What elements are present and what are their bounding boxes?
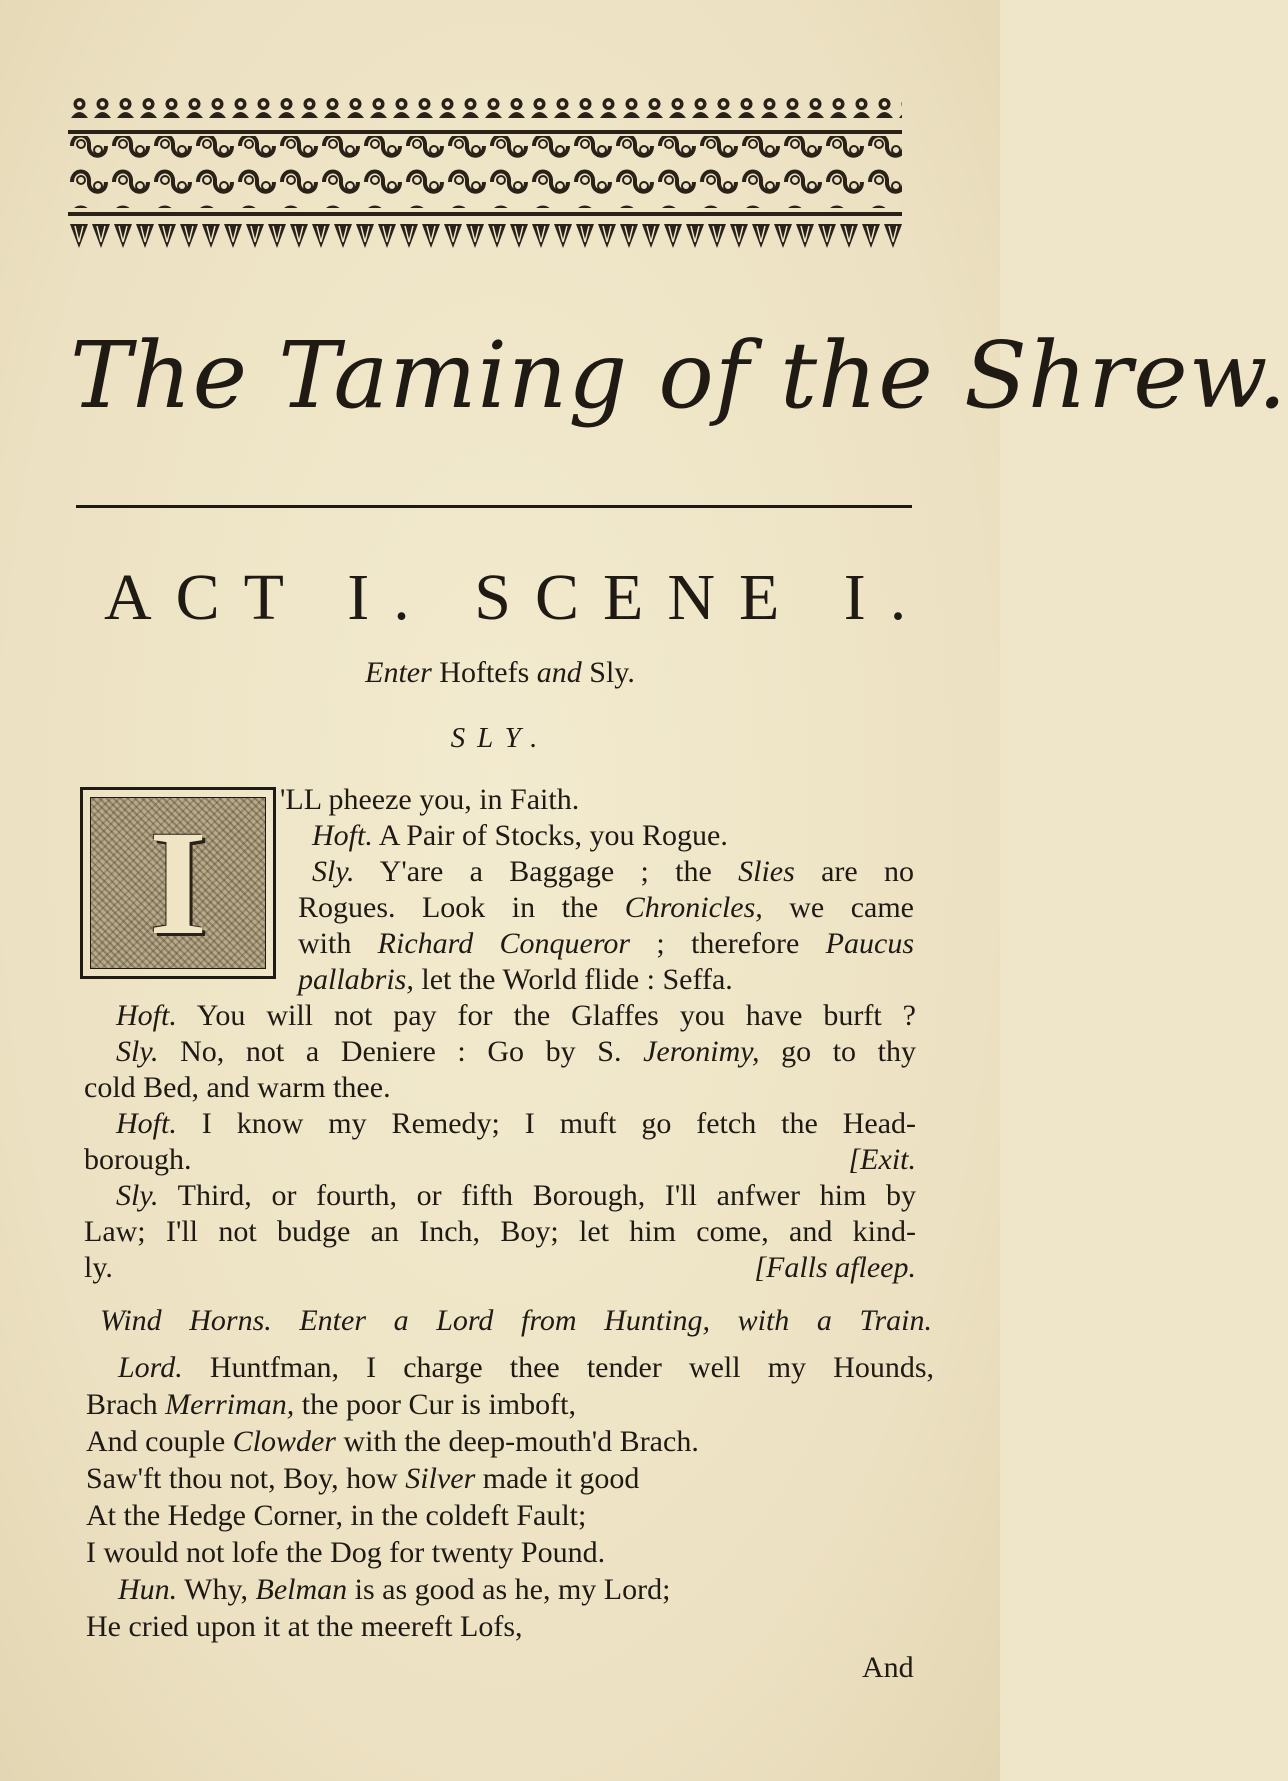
text-line: I would not lofe the Dog for twenty Pound.	[86, 1536, 606, 1569]
title-rule	[76, 505, 912, 508]
text-line: Saw'ft thou not, Boy, how Silver made it good	[86, 1462, 640, 1495]
text-line: cold Bed, and warm thee.	[84, 1071, 391, 1104]
ornamental-headpiece	[68, 92, 902, 260]
text-line: Sly. Third, or fourth, or fifth Borough, I'll anfwer him by	[116, 1179, 916, 1212]
speaker-heading: SLY.	[450, 722, 550, 754]
catchword: And	[862, 1651, 914, 1684]
text-line: Lord. Huntfman, I charge thee tender well my Hounds,	[118, 1351, 934, 1384]
drop-cap-letter: I	[148, 800, 208, 966]
text-line: Law; I'll not budge an Inch, Boy; let him come, and kind-	[84, 1215, 916, 1248]
text-line: Sly. Y'are a Baggage ; the Slies are no	[312, 855, 914, 888]
text-line: Rogues. Look in the Chronicles, we came	[298, 891, 915, 924]
stage-direction-horns: Wind Horns. Enter a Lord from Hunting, with a Train.	[100, 1304, 932, 1337]
text-line: Hoft. A Pair of Stocks, you Rogue.	[312, 819, 728, 852]
text-line: Hoft. I know my Remedy; I muft go fetch the Head-	[116, 1107, 916, 1140]
sly-name: Sly.	[589, 656, 635, 689]
enter-word: Enter	[365, 656, 432, 689]
and-word: and	[536, 656, 582, 689]
text-line: Sly. No, not a Deniere : Go by S. Jeronimy, go to thy	[116, 1035, 917, 1068]
text-line: He cried upon it at the meereft Lofs,	[86, 1610, 523, 1643]
falls-asleep-direction: [Falls afleep.	[754, 1251, 916, 1284]
drop-cap-engraving	[90, 797, 266, 969]
stage-direction-enter	[0, 656, 1000, 690]
text-line: 'LL pheeze you, in Faith.	[280, 783, 580, 816]
text-line: Brach Merriman, the poor Cur is imboft,	[86, 1388, 576, 1421]
text-line: pallabris, let the World flide : Seffa.	[298, 963, 733, 996]
play-title: The Taming of the Shrew.	[70, 322, 1288, 429]
text-line: And couple Clowder with the deep-mouth'd Brach.	[86, 1425, 699, 1458]
text-line: ly.	[84, 1251, 113, 1284]
text-line: borough.	[84, 1143, 192, 1176]
exit-direction: [Exit.	[848, 1143, 916, 1176]
hostess-name: Hoftefs	[439, 656, 530, 689]
text-line: Hun. Why, Belman is as good as he, my Lord;	[118, 1573, 671, 1606]
drop-cap	[80, 787, 276, 979]
text-line: with Richard Conqueror ; therefore Paucus	[298, 927, 914, 960]
act-scene-heading: ACT I. SCENE I.	[104, 561, 931, 634]
text-line: Hoft. You will not pay for the Glaffes you have burft ?	[116, 999, 916, 1032]
text-line: At the Hedge Corner, in the coldeft Fault;	[86, 1499, 587, 1532]
